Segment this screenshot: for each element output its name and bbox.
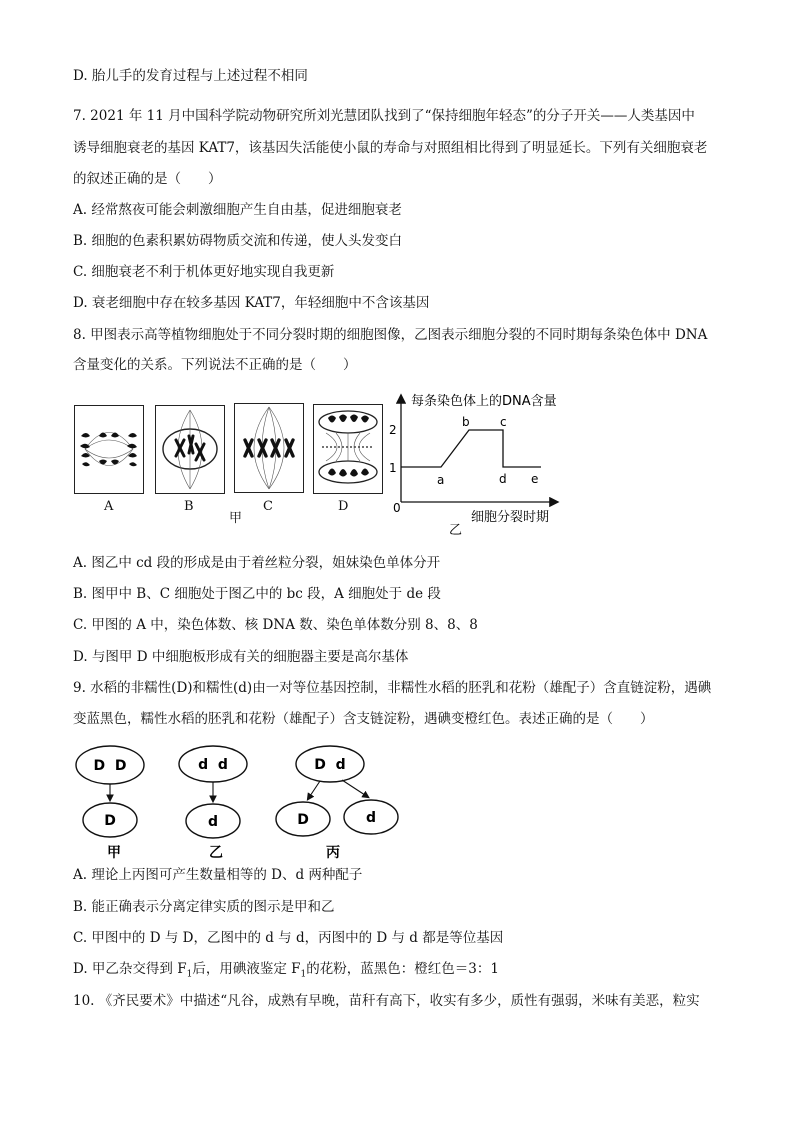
- yi-point-a: a: [437, 473, 445, 487]
- q9-d-sub-2: 1: [300, 969, 307, 980]
- yi-point-b: b: [462, 415, 470, 429]
- cell-b-label: B: [184, 499, 194, 514]
- cell-b-image: [155, 405, 225, 494]
- yi-caption: 乙: [449, 523, 463, 538]
- cell-d-label: D: [338, 499, 349, 514]
- q8-stem-line2: 含量变化的关系。下列说法不正确的是（ ）: [73, 357, 357, 373]
- yi-parent-genotype: d d: [198, 757, 228, 773]
- q8-option-c: C. 甲图的 A 中，染色体数、核 DNA 数、染色单体数分别 8、8、8: [73, 617, 478, 633]
- jia-gamete: D: [104, 813, 116, 829]
- fig-genes: [70, 740, 400, 865]
- q8-option-d: D. 与图甲 D 中细胞板形成有关的细胞器主要是高尔基体: [73, 649, 409, 665]
- q9-stem-line2: 变蓝黑色，糯性水稻的胚乳和花粉（雄配子）含支链淀粉，遇碘变橙红色。表述正确的是（ ）: [73, 711, 654, 727]
- q9-option-d: [73, 960, 499, 984]
- q9-option-b: B. 能正确表示分离定律实质的图示是甲和乙: [73, 899, 335, 915]
- bing-caption: 丙: [326, 845, 340, 861]
- q7-option-a: A. 经常熬夜可能会刺激细胞产生自由基，促进细胞衰老: [73, 202, 402, 218]
- q7-option-c: C. 细胞衰老不利于机体更好地实现自我更新: [73, 264, 335, 280]
- cell-c-label: C: [263, 499, 273, 514]
- yi-ytick-1: 1: [389, 461, 397, 475]
- yi-gamete: d: [207, 814, 219, 830]
- yi-origin: 0: [393, 501, 401, 515]
- jia-caption: 甲: [107, 845, 121, 861]
- yi-ytick-2: 2: [389, 423, 397, 437]
- fig-yi-graph: [385, 388, 585, 538]
- q9-stem-line1: 9. 水稻的非糯性(D)和糯性(d)由一对等位基因控制，非糯性水稻的胚乳和花粉（雄配子）含直链淀粉，遇碘: [73, 680, 712, 696]
- yi-point-e: e: [531, 472, 539, 486]
- cell-a-image: [74, 405, 144, 494]
- q9-d-text-2: 后，用碘液鉴定 F: [192, 961, 301, 977]
- cell-c-image: [234, 403, 304, 493]
- q8-stem-line1: 8. 甲图表示高等植物细胞处于不同分裂时期的细胞图像，乙图表示细胞分裂的不同时期每条染色体中 DNA: [73, 327, 708, 343]
- q8-option-b: B. 图甲中 B、C 细胞处于图乙中的 bc 段，A 细胞处于 de 段: [73, 586, 441, 602]
- yi-point-d: d: [499, 472, 507, 486]
- bing-gamete-d-upper: D: [297, 812, 309, 828]
- q8-option-a: A. 图乙中 cd 段的形成是由于着丝粒分裂，姐妹染色单体分开: [73, 555, 441, 571]
- q9-d-text-1: D. 甲乙杂交得到 F: [73, 961, 187, 977]
- yi-point-c: c: [500, 415, 507, 429]
- q9-d-sub-1: 1: [186, 969, 193, 980]
- yi-caption-genes: 乙: [209, 845, 223, 861]
- yi-ylabel: 每条染色体上的DNA含量: [411, 394, 557, 409]
- q7-stem-line2: 诱导细胞衰老的基因 KAT7，该基因失活能使小鼠的寿命与对照组相比得到了明显延长。下列有关细胞衰老: [73, 140, 708, 156]
- bing-parent-genotype: D d: [314, 757, 346, 773]
- bing-gamete-d-lower: d: [365, 810, 377, 826]
- q7-stem-line3: 的叙述正确的是（ ）: [73, 171, 222, 187]
- cell-d-image: [313, 404, 383, 494]
- q9-option-c: C. 甲图中的 D 与 D，乙图中的 d 与 d，丙图中的 D 与 d 都是等位基因: [73, 930, 504, 946]
- jia-parent-genotype: D D: [93, 758, 127, 774]
- q10-stem-line1: 10. 《齐民要术》中描述“凡谷，成熟有早晚，苗秆有高下，收实有多少，质性有强弱，米味有美恶，粒实: [73, 993, 700, 1009]
- q7-option-b: B. 细胞的色素积累妨碍物质交流和传递，使人头发变白: [73, 233, 403, 249]
- q9-option-a: A. 理论上丙图可产生数量相等的 D、d 两种配子: [73, 867, 363, 883]
- yi-xlabel: 细胞分裂时期: [471, 510, 550, 525]
- cell-a-label: A: [104, 499, 114, 514]
- fig-jia-caption: 甲: [229, 511, 243, 526]
- q6-option-d: D. 胎儿手的发育过程与上述过程不相同: [73, 68, 308, 84]
- q7-option-d: D. 衰老细胞中存在较多基因 KAT7，年轻细胞中不含该基因: [73, 295, 430, 311]
- q9-d-text-3: 的花粉，蓝黑色：橙红色＝3：1: [306, 961, 499, 977]
- q7-stem-line1: 7. 2021 年 11 月中国科学院动物研究所刘光慧团队找到了“保持细胞年轻态”的分子开关——人类基因中: [73, 108, 695, 124]
